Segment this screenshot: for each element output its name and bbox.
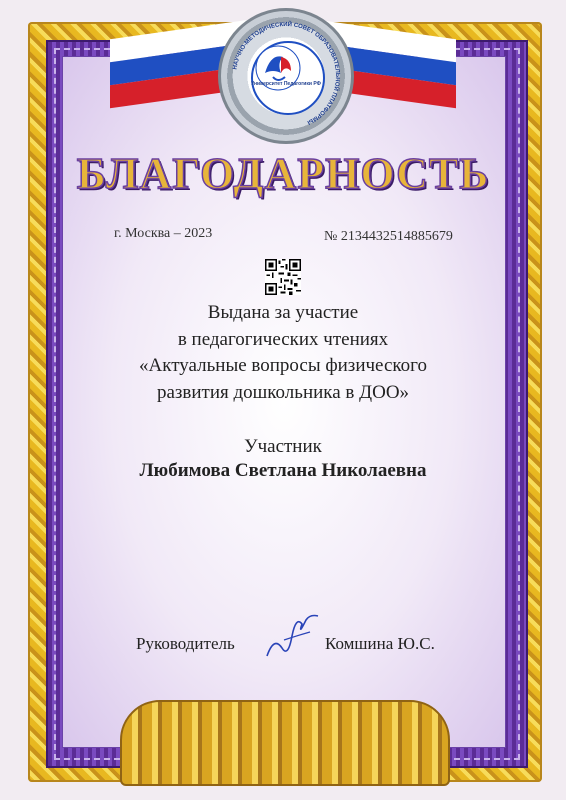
svg-text:НАУЧНО-МЕТОДИЧЕСКИЙ СОВЕТ ОБРА: НАУЧНО-МЕТОДИЧЕСКИЙ СОВЕТ ОБРАЗОВАТЕЛЬНОЙ ПЛАТФОРМЫ [232,21,341,126]
qr-code-icon[interactable] [265,259,301,295]
emblem-center [251,41,325,115]
certificate-title: БЛАГОДАРНОСТЬ [76,149,490,198]
body-line-2: в педагогических чтениях [177,329,389,350]
emblem-caption: Университет Педагогики РФ [251,81,321,87]
body-line-3: «Актуальные вопросы физического [139,355,427,376]
participant-label: Участник [244,436,322,457]
body-line-4: развития дошкольника в ДОО» [156,382,410,403]
certificate-number: № 2134432514885679 [324,229,453,244]
city-year: г. Москва – 2023 [114,226,213,241]
participant-name: Любимова Светлана Николаевна [139,460,427,481]
signer-name: Комшина Ю.С. [325,634,435,653]
bottom-ornament [120,700,450,786]
emblem-icon [218,8,354,144]
body-line-1: Выдана за участие [207,302,359,323]
signer-role: Руководитель [136,634,235,653]
signature-icon [262,606,322,666]
